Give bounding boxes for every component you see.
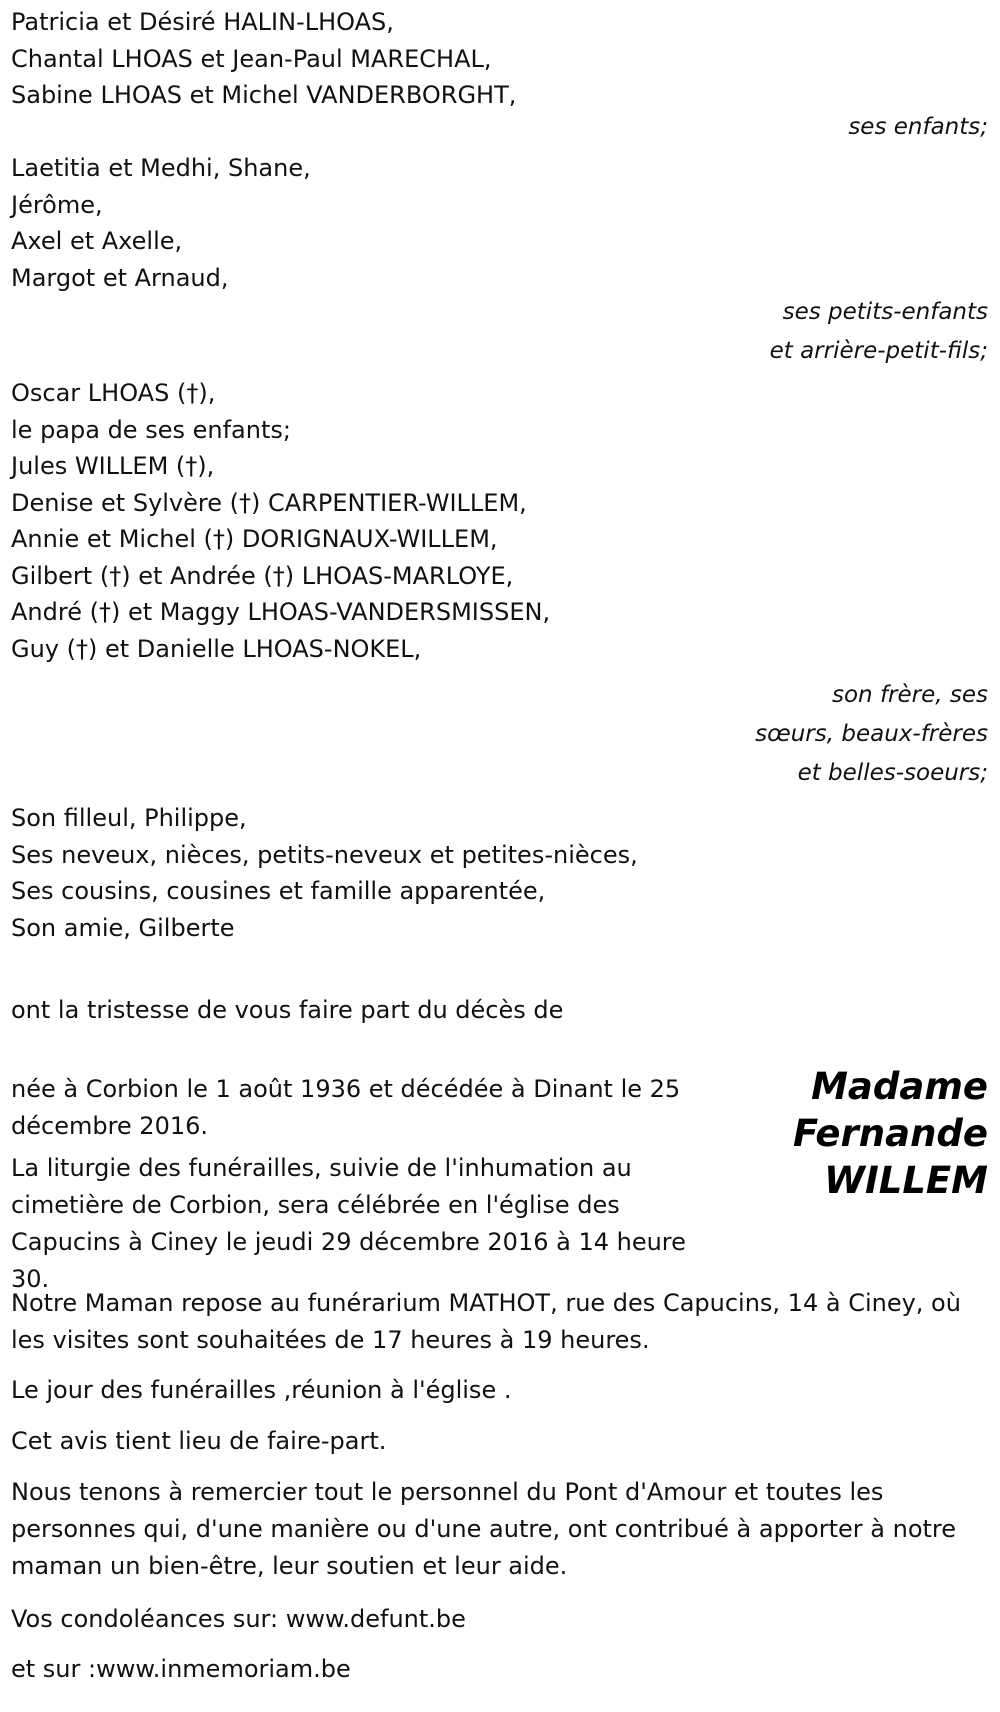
siblings-line: André (†) et Maggy LHOAS-VANDERSMISSEN, [11, 598, 551, 626]
children-role: ses enfants; [848, 114, 988, 140]
siblings-line: Gilbert (†) et Andrée (†) LHOAS-MARLOYE, [11, 561, 514, 590]
siblings-line: Jules WILLEM (†), [11, 452, 215, 480]
children-line: Chantal LHOAS et Jean-Paul MARECHAL, [11, 44, 492, 73]
grandchildren-line: Axel et Axelle, [11, 227, 183, 255]
siblings-block [11, 375, 988, 667]
announcement: ont la tristesse de vous faire part du décès de [11, 996, 564, 1024]
meeting-text: Le jour des funérailles ,réunion à l'église . [11, 1376, 512, 1404]
siblings-role-line: et belles-soeurs; [797, 760, 988, 786]
grandchildren-role [770, 293, 988, 371]
birth-death-text: née à Corbion le 1 août 1936 et décédée à Dinant le 25 décembre 2016. [11, 1075, 681, 1140]
condolences-line-2: et sur :www.inmemoriam.be [11, 1655, 351, 1683]
grandchildren-role-line: et arrière-petit-fils; [769, 338, 988, 364]
condolences-line-1: Vos condoléances sur: www.defunt.be [11, 1605, 466, 1633]
others-line: Son filleul, Philippe, [11, 804, 247, 832]
grandchildren-role-line: ses petits-enfants [782, 299, 988, 325]
siblings-role-line: son frère, ses [832, 682, 988, 708]
grandchildren-block [11, 150, 988, 296]
others-line: Ses neveux, nièces, petits-neveux et petites-nièces, [11, 840, 638, 869]
children-block [11, 4, 988, 114]
others-block [11, 800, 988, 946]
notice-text: Cet avis tient lieu de faire-part. [11, 1427, 387, 1455]
children-line: Patricia et Désiré HALIN-LHOAS, [11, 8, 394, 36]
thanks-text: Nous tenons à remercier tout le personnel du Pont d'Amour et toutes les personnes qui, d'une manière ou d'une autre, ont contribué à apporter à notre maman un bien-être, leur soutien et leur aide. [11, 1478, 957, 1580]
siblings-role [755, 676, 988, 793]
grandchildren-line: Margot et Arnaud, [11, 263, 229, 292]
deceased-name-line: Madame [811, 1065, 988, 1108]
siblings-line: le papa de ses enfants; [11, 415, 291, 444]
others-line: Son amie, Gilberte [11, 913, 235, 942]
visits-text: Notre Maman repose au funérarium MATHOT, rue des Capucins, 14 à Ciney, où les visites sont souhaitées de 17 heures à 19 heures. [11, 1289, 961, 1354]
deceased-name [728, 1063, 988, 1204]
deceased-name-line: WILLEM [824, 1159, 988, 1202]
others-line: Ses cousins, cousines et famille apparentée, [11, 877, 546, 905]
siblings-role-line: sœurs, beaux-frères [755, 721, 988, 747]
siblings-line: Denise et Sylvère (†) CARPENTIER-WILLEM, [11, 488, 527, 517]
grandchildren-line: Laetitia et Medhi, Shane, [11, 154, 311, 182]
siblings-line: Oscar LHOAS (†), [11, 379, 216, 407]
funeral-text: La liturgie des funérailles, suivie de l'inhumation au cimetière de Corbion, sera célébrée en l'église des Capucins à Ciney le jeudi 29 décembre 2016 à 14 heure 30. [11, 1154, 686, 1293]
deceased-name-line: Fernande [793, 1112, 988, 1155]
siblings-line: Annie et Michel (†) DORIGNAUX-WILLEM, [11, 525, 498, 553]
siblings-line: Guy (†) et Danielle LHOAS-NOKEL, [11, 634, 422, 663]
children-line: Sabine LHOAS et Michel VANDERBORGHT, [11, 81, 517, 109]
grandchildren-line: Jérôme, [11, 190, 103, 219]
